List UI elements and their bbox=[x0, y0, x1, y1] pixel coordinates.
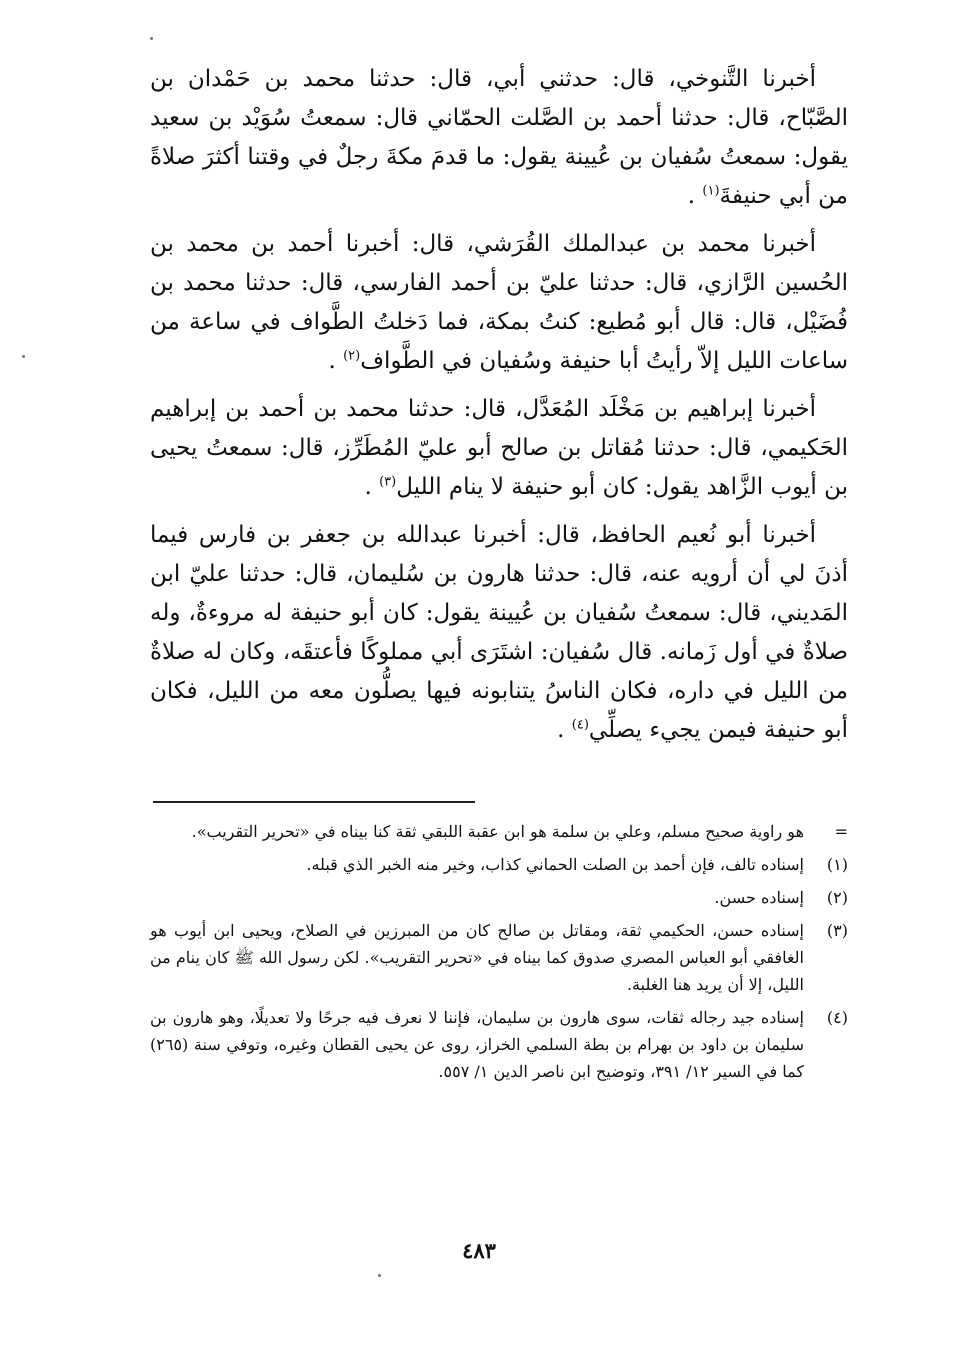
footnote bbox=[150, 917, 848, 998]
footnote-text: إسناده حسن. bbox=[714, 888, 804, 907]
paragraph-end: . bbox=[557, 717, 565, 743]
paragraph-end: . bbox=[364, 474, 372, 500]
paragraph-text: أخبرنا محمد بن عبدالملك القُرَشي، قال: أخبرنا أحمد بن محمد بن الحُسين الرَّازي، قال: حدثنا عليّ بن أحمد الفارسي، قال: حدثنا محمد بن فُضَيْل، قال: قال أبو مُطيع: كنتُ بمكة، فما دَخلتُ الطَّواف في ساعة من ساعات الليل إلاّ رأيتُ أبا حنيفة وسُفيان في الطَّواف bbox=[150, 231, 848, 374]
footnote-mark: (٣) bbox=[826, 921, 848, 940]
footnote-mark: (٢) bbox=[826, 888, 848, 907]
paragraph-text: أخبرنا التَّنوخي، قال: حدثني أبي، قال: حدثنا محمد بن حَمْدان بن الصَّبّاح، قال: حدثنا أحمد بن الصَّلت الحمّاني قال: سمعتُ سُوَيْد بن سعيد يقول: سمعتُ سُفيان بن عُيينة يقول: ما قدمَ مكةَ رجلٌ في وقتنا أكثرَ صلاةً من أبي حنيفةَ bbox=[150, 66, 848, 209]
footnote-mark: = bbox=[834, 822, 848, 841]
paragraph bbox=[150, 225, 848, 381]
footnote-text: إسناده تالف، فإن أحمد بن الصلت الحماني كذاب، وخير منه الخبر الذي قبله. bbox=[306, 855, 804, 874]
paragraph-text: أخبرنا إبراهيم بن مَخْلَد المُعَدَّل، قال: حدثنا محمد بن أحمد بن إبراهيم الحَكيمي، قال: حدثنا مُقاتل بن صالح أبو عليّ المُطَرِّز، قال: سمعتُ يحيى بن أيوب الزَّاهد يقول: كان أبو حنيفة لا ينام الليل bbox=[150, 396, 848, 500]
footnote-reference: (٣) bbox=[379, 474, 397, 490]
footnotes bbox=[150, 818, 848, 1091]
footnote bbox=[150, 884, 848, 911]
footnote-text: هو راوية صحيح مسلم، وعلي بن سلمة هو ابن عقبة اللبقي ثقة كنا بيناه في «تحرير التقريب». bbox=[191, 822, 804, 841]
page-number: ٤٨٣ bbox=[462, 1238, 496, 1263]
paragraph bbox=[150, 516, 848, 750]
footnote-reference: (٢) bbox=[343, 348, 361, 364]
scan-speck bbox=[378, 1274, 381, 1277]
footnote bbox=[150, 851, 848, 878]
footnote-text: إسناده جيد رجاله ثقات، سوى هارون بن سليمان، فإننا لا نعرف فيه جرحًا ولا تعديلًا، وهو هارون بن سليمان بن داود بن بهرام بن بطة السلمي الخراز، روى عن يحيى القطان وغيره، وتوفي سنة (٢٦٥) كما في السير ١٢/ ٣٩١، وتوضيح ابن ناصر الدين ١/ ٥٥٧. bbox=[150, 1008, 804, 1081]
scan-speck bbox=[22, 355, 25, 358]
scan-speck bbox=[150, 37, 153, 40]
paragraph-end: . bbox=[328, 348, 336, 374]
footnote-mark: (١) bbox=[826, 855, 848, 874]
paragraph bbox=[150, 390, 848, 507]
footnote-text: إسناده حسن، الحكيمي ثقة، ومقاتل بن صالح كان من المبرزين في الصلاح، ويحيى ابن أيوب هو الغافقي أبو العباس المصري صدوق كما بيناه في «تحرير التقريب». لكن رسول الله ﷺ كان ينام من الليل، إلا أن يريد هنا الغلبة. bbox=[150, 921, 804, 994]
footnote-reference: (٤) bbox=[571, 717, 589, 733]
paragraph-end: . bbox=[687, 183, 696, 209]
paragraph bbox=[150, 60, 848, 216]
footnote-mark: (٤) bbox=[826, 1008, 848, 1027]
footnote-separator bbox=[153, 801, 475, 803]
paragraph-text: أخبرنا أبو نُعيم الحافظ، قال: أخبرنا عبدالله بن جعفر بن فارس فيما أذنَ لي أن أرويه عنه، قال: حدثنا هارون بن سُليمان، قال: حدثنا عليّ ابن المَديني، قال: سمعتُ سُفيان بن عُيينة يقول: كان أبو حنيفة له مروءةٌ، وله صلاةٌ في أول زَمانه. قال سُفيان: اشتَرَى أبي مملوكًا فأعتقَه، وكان له صلاةٌ من الليل في داره، فكان الناسُ يتنابونه فيها يصلُّون معه من الليل، فكان أبو حنيفة فيمن يجيء يصلِّي bbox=[150, 522, 848, 743]
footnote bbox=[150, 1004, 848, 1085]
footnote bbox=[150, 818, 848, 845]
main-text bbox=[150, 60, 848, 759]
footnote-reference: (١) bbox=[702, 183, 720, 199]
